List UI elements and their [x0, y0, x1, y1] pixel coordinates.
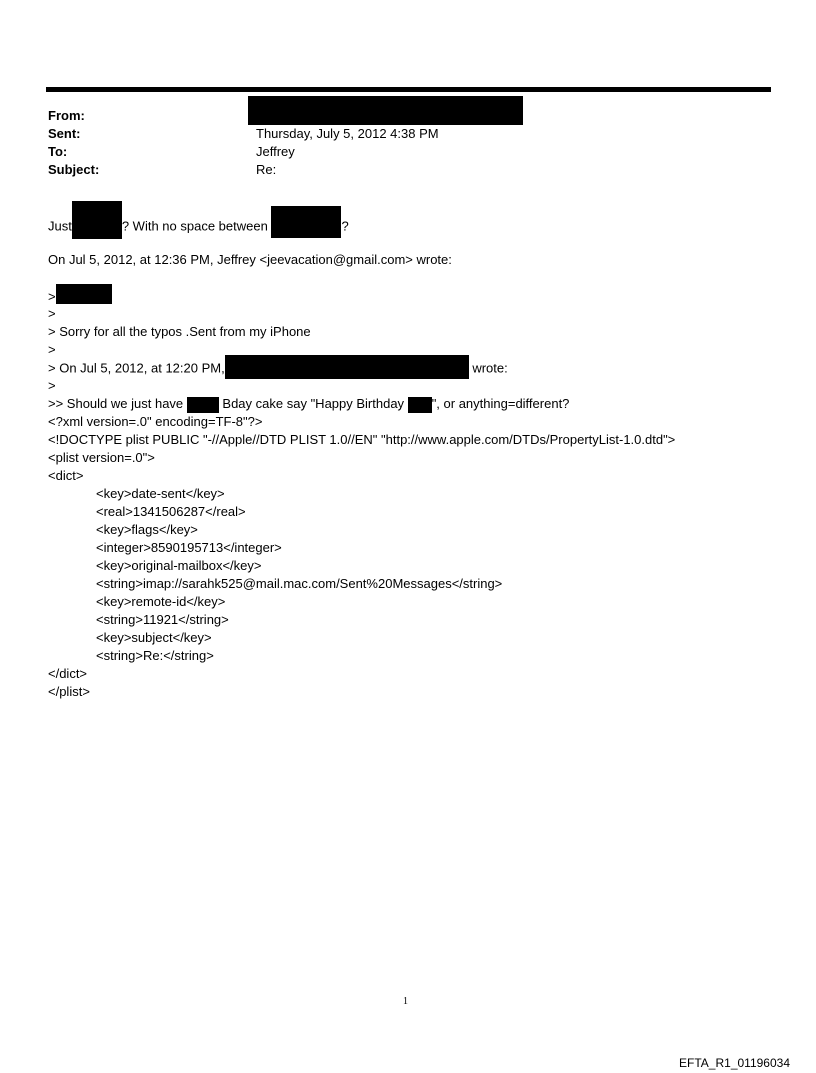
- from-label: From:: [48, 108, 85, 123]
- body-line-25: </plist>: [48, 684, 90, 699]
- text: Just: [48, 218, 72, 234]
- body-line-8: >: [48, 378, 56, 393]
- subject-value: Re:: [256, 162, 277, 177]
- text: Bday cake say "Happy Birthday: [222, 396, 405, 411]
- body-line-7: [48, 359, 508, 379]
- bates-number: EFTA_R1_01196034: [679, 1056, 790, 1070]
- redaction: [408, 397, 432, 413]
- page-number: 1: [403, 996, 408, 1007]
- body-line-19: <string>imap://sarahk525@mail.mac.com/Sent%20Messages</string>: [96, 576, 503, 591]
- body-line-4: >: [48, 306, 56, 321]
- body-line-12: <plist version=.0">: [48, 450, 155, 465]
- body-line-20: <key>remote-id</key>: [96, 594, 226, 609]
- sent-value: Thursday, July 5, 2012 4:38 PM: [256, 126, 439, 141]
- text: ?: [341, 218, 349, 234]
- body-line-14: <key>date-sent</key>: [96, 486, 225, 501]
- body-line-11: <!DOCTYPE plist PUBLIC "-//Apple//DTD PLIST 1.0//EN" "http://www.apple.com/DTDs/PropertyList-1.0.dtd">: [48, 432, 676, 447]
- body-line-5: > Sorry for all the typos .Sent from my iPhone: [48, 324, 311, 339]
- body-line-1: [48, 215, 349, 239]
- body-line-6: >: [48, 342, 56, 357]
- body-line-17: <integer>8590195713</integer>: [96, 540, 282, 555]
- text: ? With no space between: [121, 218, 268, 234]
- body-line-9: [48, 395, 569, 413]
- redaction: [271, 206, 341, 238]
- header-rule: [46, 87, 771, 92]
- to-label: To:: [48, 144, 68, 159]
- body-line-16: <key>flags</key>: [96, 522, 198, 537]
- body-line-13: <dict>: [48, 468, 84, 483]
- redaction: [187, 397, 219, 413]
- to-value: Jeffrey: [256, 144, 295, 159]
- redaction: [72, 201, 122, 239]
- text: wrote:: [472, 360, 508, 376]
- redaction: [225, 355, 469, 379]
- body-line-22: <key>subject</key>: [96, 630, 212, 645]
- text: >: [48, 289, 56, 304]
- body-line-10: <?xml version=.0" encoding=TF-8"?>: [48, 414, 263, 429]
- body-line-18: <key>original-mailbox</key>: [96, 558, 262, 573]
- subject-label: Subject:: [48, 162, 100, 177]
- body-line-23: <string>Re:</string>: [96, 648, 214, 663]
- body-line-3: [48, 288, 112, 306]
- redaction: [56, 284, 112, 304]
- text: ", or anything=different?: [431, 396, 570, 411]
- body-line-15: <real>1341506287</real>: [96, 504, 246, 519]
- redaction-from: [248, 96, 523, 125]
- text: > On Jul 5, 2012, at 12:20 PM,: [48, 360, 225, 376]
- body-line-21: <string>11921</string>: [96, 612, 229, 627]
- body-line-2: On Jul 5, 2012, at 12:36 PM, Jeffrey <jeevacation@gmail.com> wrote:: [48, 252, 452, 267]
- sent-label: Sent:: [48, 126, 81, 141]
- text: >> Should we just have: [48, 396, 184, 411]
- body-line-24: </dict>: [48, 666, 88, 681]
